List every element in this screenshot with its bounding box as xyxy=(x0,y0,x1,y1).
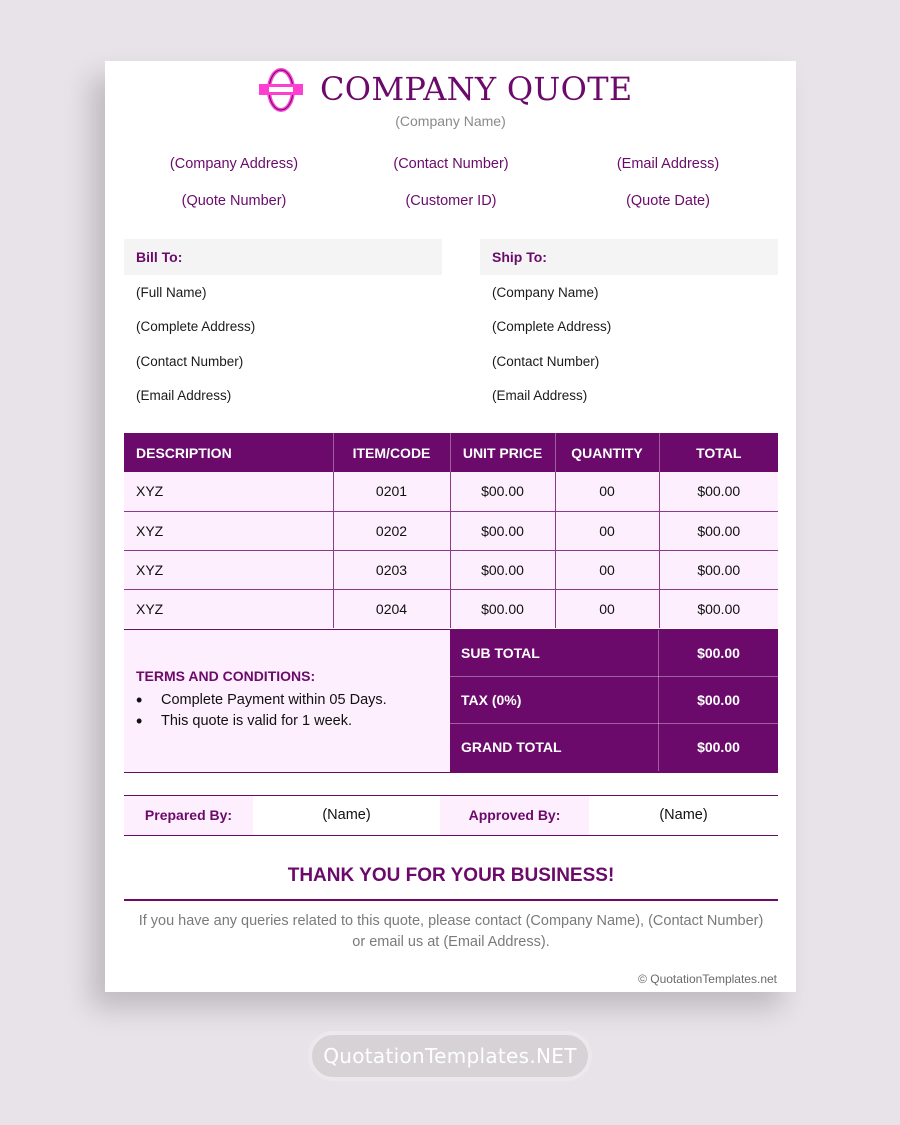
cell-item-code: 0201 xyxy=(333,472,450,511)
cell-unit-price: $00.00 xyxy=(450,550,555,589)
sub-total-value: $00.00 xyxy=(658,630,778,677)
approved-by-label: Approved By: xyxy=(440,796,589,835)
cell-total: $00.00 xyxy=(659,589,778,628)
cell-item-code: 0204 xyxy=(333,589,450,628)
grand-total-row xyxy=(450,724,778,773)
column-header-quantity: QUANTITY xyxy=(555,433,659,472)
column-header-item-code: ITEM/CODE xyxy=(333,433,450,472)
ship-to-line: (Company Name) xyxy=(492,285,599,300)
grand-total-label: GRAND TOTAL xyxy=(461,739,562,755)
prepared-by-label: Prepared By: xyxy=(124,796,253,835)
column-header-total: TOTAL xyxy=(659,433,778,472)
cell-description: XYZ xyxy=(124,511,333,550)
thank-you-divider xyxy=(124,899,778,901)
email-address: (Email Address) xyxy=(616,156,720,172)
cell-quantity: 00 xyxy=(555,511,659,550)
table-row xyxy=(124,472,778,511)
items-table xyxy=(124,433,778,628)
bill-to-line: (Complete Address) xyxy=(136,319,256,334)
cell-description: XYZ xyxy=(124,472,333,511)
terms-and-totals xyxy=(124,629,778,773)
company-name: (Company Name) xyxy=(395,113,506,129)
cell-description: XYZ xyxy=(124,589,333,628)
bill-to-line: (Email Address) xyxy=(136,388,232,403)
ship-to-heading: Ship To: xyxy=(480,239,778,275)
tax-row xyxy=(450,677,778,724)
cell-total: $00.00 xyxy=(659,511,778,550)
column-header-description: DESCRIPTION xyxy=(124,433,333,472)
thank-you-heading: THANK YOU FOR YOUR BUSINESS! xyxy=(287,865,615,886)
totals-box xyxy=(450,630,778,773)
cell-quantity: 00 xyxy=(555,550,659,589)
cell-item-code: 0203 xyxy=(333,550,450,589)
cell-description: XYZ xyxy=(124,550,333,589)
column-header-unit-price: UNIT PRICE xyxy=(450,433,555,472)
cell-unit-price: $00.00 xyxy=(450,589,555,628)
cell-total: $00.00 xyxy=(659,550,778,589)
table-row xyxy=(124,511,778,550)
watermark-badge: QuotationTemplates.NET xyxy=(308,1031,592,1081)
table-row xyxy=(124,589,778,628)
grand-total-value: $00.00 xyxy=(658,724,778,771)
terms-box xyxy=(124,630,450,773)
copyright-notice: © QuotationTemplates.net xyxy=(638,972,777,986)
table-row xyxy=(124,550,778,589)
quote-document xyxy=(105,61,796,992)
page-title: COMPANY QUOTE xyxy=(320,70,633,108)
bill-to-line: (Contact Number) xyxy=(136,354,244,369)
cell-quantity: 00 xyxy=(555,589,659,628)
contact-number: (Contact Number) xyxy=(393,156,509,172)
approved-by-name: (Name) xyxy=(659,807,708,823)
quote-header xyxy=(105,61,796,141)
cell-item-code: 0202 xyxy=(333,511,450,550)
company-logo-icon xyxy=(258,67,304,113)
signoff-row xyxy=(124,795,778,836)
tax-value: $00.00 xyxy=(658,677,778,724)
cell-quantity: 00 xyxy=(555,472,659,511)
ship-to-line: (Email Address) xyxy=(492,388,588,403)
bill-to-line: (Full Name) xyxy=(136,285,207,300)
cell-unit-price: $00.00 xyxy=(450,511,555,550)
prepared-by-name: (Name) xyxy=(322,807,371,823)
items-header-row xyxy=(124,433,778,472)
company-address: (Company Address) xyxy=(169,156,299,172)
bill-to-heading: Bill To: xyxy=(124,239,442,275)
ship-to-line: (Contact Number) xyxy=(492,354,600,369)
terms-title: TERMS AND CONDITIONS: xyxy=(136,668,316,684)
cell-unit-price: $00.00 xyxy=(450,472,555,511)
terms-item: • This quote is valid for 1 week. xyxy=(136,711,450,732)
ship-to-line: (Complete Address) xyxy=(492,319,612,334)
queries-note: If you have any queries related to this quote, please contact (Company Name), (Contact Number) or email us at (Email Address). xyxy=(138,913,764,950)
customer-id: (Customer ID) xyxy=(405,193,497,209)
tax-label: TAX (0%) xyxy=(461,692,522,708)
sub-total-label: SUB TOTAL xyxy=(461,645,540,661)
terms-item: • Complete Payment within 05 Days. xyxy=(136,690,450,711)
terms-list xyxy=(136,690,450,732)
cell-total: $00.00 xyxy=(659,472,778,511)
quote-number: (Quote Number) xyxy=(181,193,287,209)
sub-total-row xyxy=(450,630,778,677)
quote-date: (Quote Date) xyxy=(626,193,710,209)
